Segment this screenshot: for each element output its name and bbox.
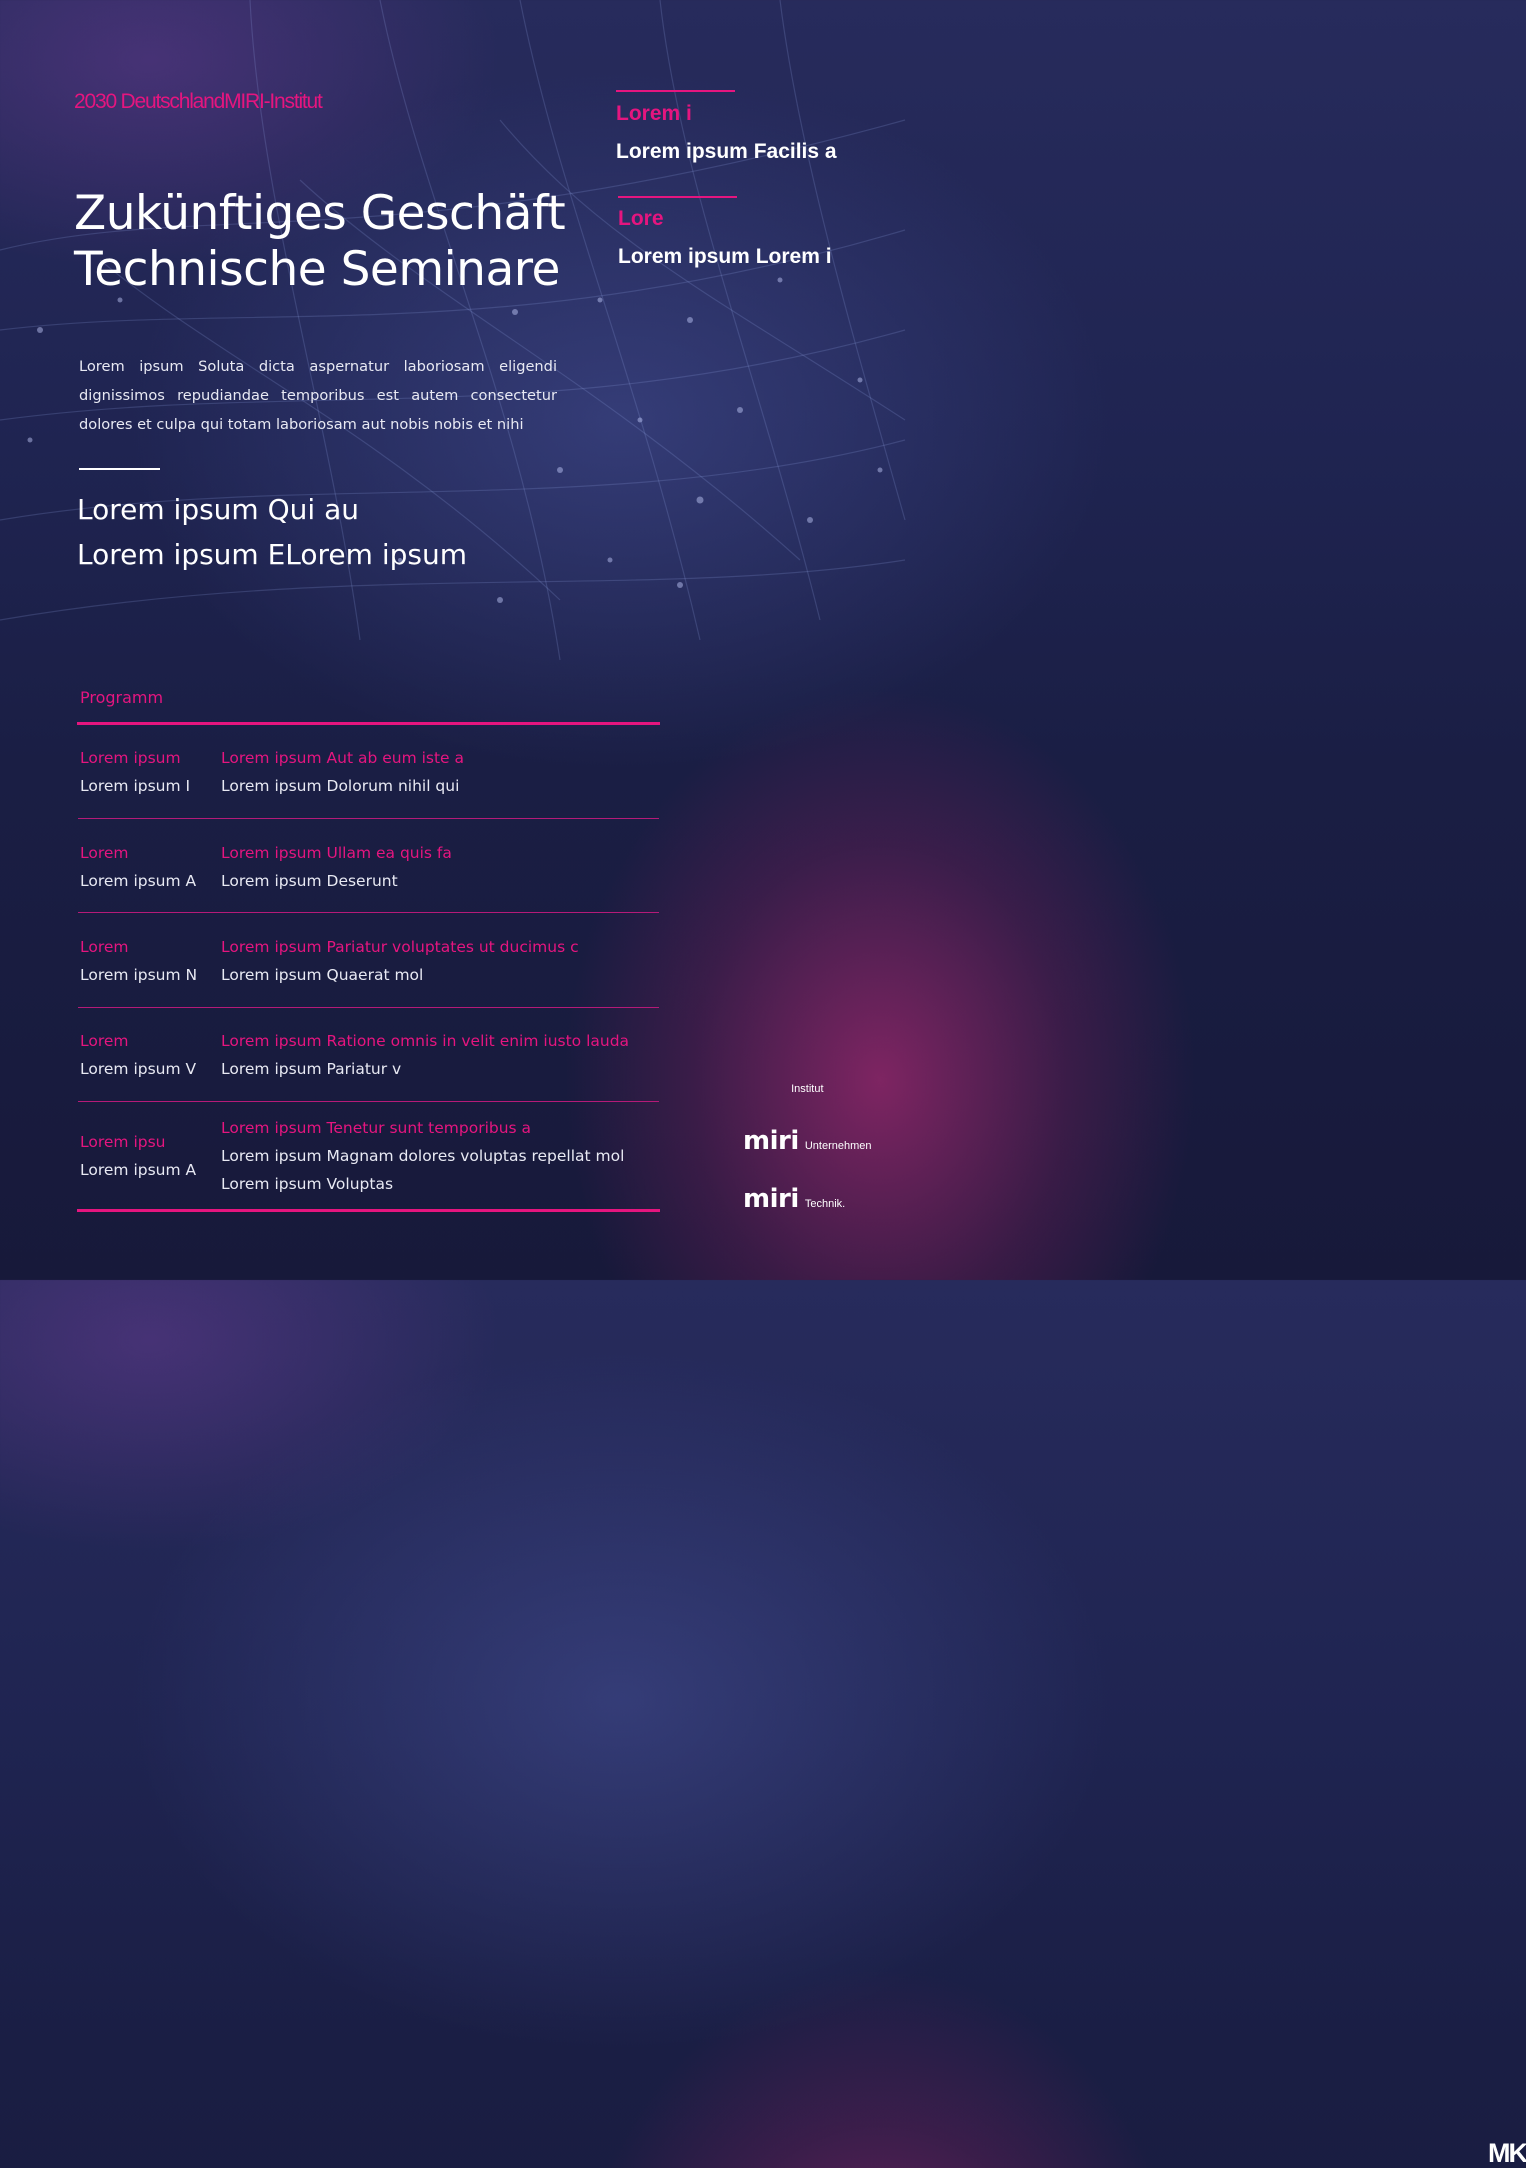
session-detail: Lorem ipsum Deserunt [221, 872, 398, 890]
page-title [74, 186, 565, 298]
time-label: Lorem ipsum [80, 749, 181, 767]
session-title: Lorem ipsum Ratione omnis in velit enim iusto lauda [221, 1032, 630, 1050]
time-sub: Lorem ipsum A [80, 1161, 197, 1179]
brand-title: 2030 DeutschlandMIRI-Institut [74, 90, 322, 113]
table-row-content [221, 1114, 624, 1198]
logo-text: Institut [791, 1083, 824, 1095]
logo-text: Unternehmen [804, 1140, 872, 1152]
info-label: Lore [618, 207, 664, 230]
session-detail: Lorem ipsum Dolorum nihil qui [221, 777, 460, 795]
time-sub: Lorem ipsum N [80, 966, 198, 984]
info-text: Lorem ipsum Lorem i [618, 245, 832, 268]
session-title: Lorem ipsum Pariatur voluptates ut ducimus c [221, 938, 579, 956]
table-row-time [80, 839, 196, 895]
intro-line: dolores et culpa qui totam laboriosam aut nobis nobis et nihi [79, 416, 524, 433]
subtitle-line: Lorem ipsum Qui au [77, 493, 359, 526]
page-title-line: Zukünftiges Geschäft [74, 186, 566, 241]
row-divider [78, 1101, 659, 1102]
logo-mark: MK [1488, 2138, 1526, 2168]
intro-line: dignissimos repudiandae temporibus est autem consectetur [79, 387, 557, 404]
session-detail: Lorem ipsum Quaerat mol [221, 966, 424, 984]
session-detail: Lorem ipsum Pariatur v [221, 1060, 402, 1078]
subtitle-line: Lorem ipsum ELorem ipsum [77, 538, 467, 571]
logo-text: Technik. [804, 1198, 846, 1210]
session-detail: Lorem ipsum Magnam dolores voluptas repellat mol [221, 1147, 625, 1165]
time-label: Lorem [80, 938, 129, 956]
intro-paragraph [79, 352, 557, 439]
table-row-time [80, 933, 197, 989]
session-title: Lorem ipsum Ullam ea quis fa [221, 844, 452, 862]
row-divider [78, 1007, 659, 1008]
time-sub: Lorem ipsum I [80, 777, 191, 795]
table-row-content [221, 1027, 629, 1083]
table-row-time [80, 1027, 196, 1083]
time-sub: Lorem ipsum V [80, 1060, 197, 1078]
table-row-time [80, 1128, 196, 1184]
time-label: Lorem [80, 844, 129, 862]
table-bottom-rule [77, 1209, 660, 1212]
divider [79, 468, 160, 470]
miri-technik-logo [743, 1184, 845, 1214]
divider [616, 90, 735, 92]
table-row-content [221, 839, 452, 895]
session-detail: Lorem ipsum Voluptas [221, 1175, 394, 1193]
row-divider [78, 818, 659, 819]
session-title: Lorem ipsum Aut ab eum iste a [221, 749, 465, 767]
info-text: Lorem ipsum Facilis a [616, 140, 837, 163]
program-heading: Programm [80, 688, 164, 707]
page-title-line: Technische Seminare [74, 242, 560, 297]
table-row-content [221, 744, 464, 800]
info-label: Lorem i [616, 102, 692, 125]
row-divider [78, 912, 659, 913]
table-row-content [221, 933, 579, 989]
time-sub: Lorem ipsum A [80, 872, 197, 890]
divider [618, 196, 737, 198]
table-top-rule [77, 722, 660, 725]
logo-mark: miri [743, 1184, 799, 1214]
miri-unternehmen-logo [743, 1126, 872, 1156]
table-row-time [80, 744, 190, 800]
subtitle [77, 487, 467, 577]
time-label: Lorem [80, 1032, 129, 1050]
logo-mark: miri [743, 1126, 799, 1156]
time-label: Lorem ipsu [80, 1133, 166, 1151]
session-title: Lorem ipsum Tenetur sunt temporibus a [221, 1119, 532, 1137]
intro-line: Lorem ipsum Soluta dicta aspernatur laboriosam eligendi [79, 358, 557, 375]
